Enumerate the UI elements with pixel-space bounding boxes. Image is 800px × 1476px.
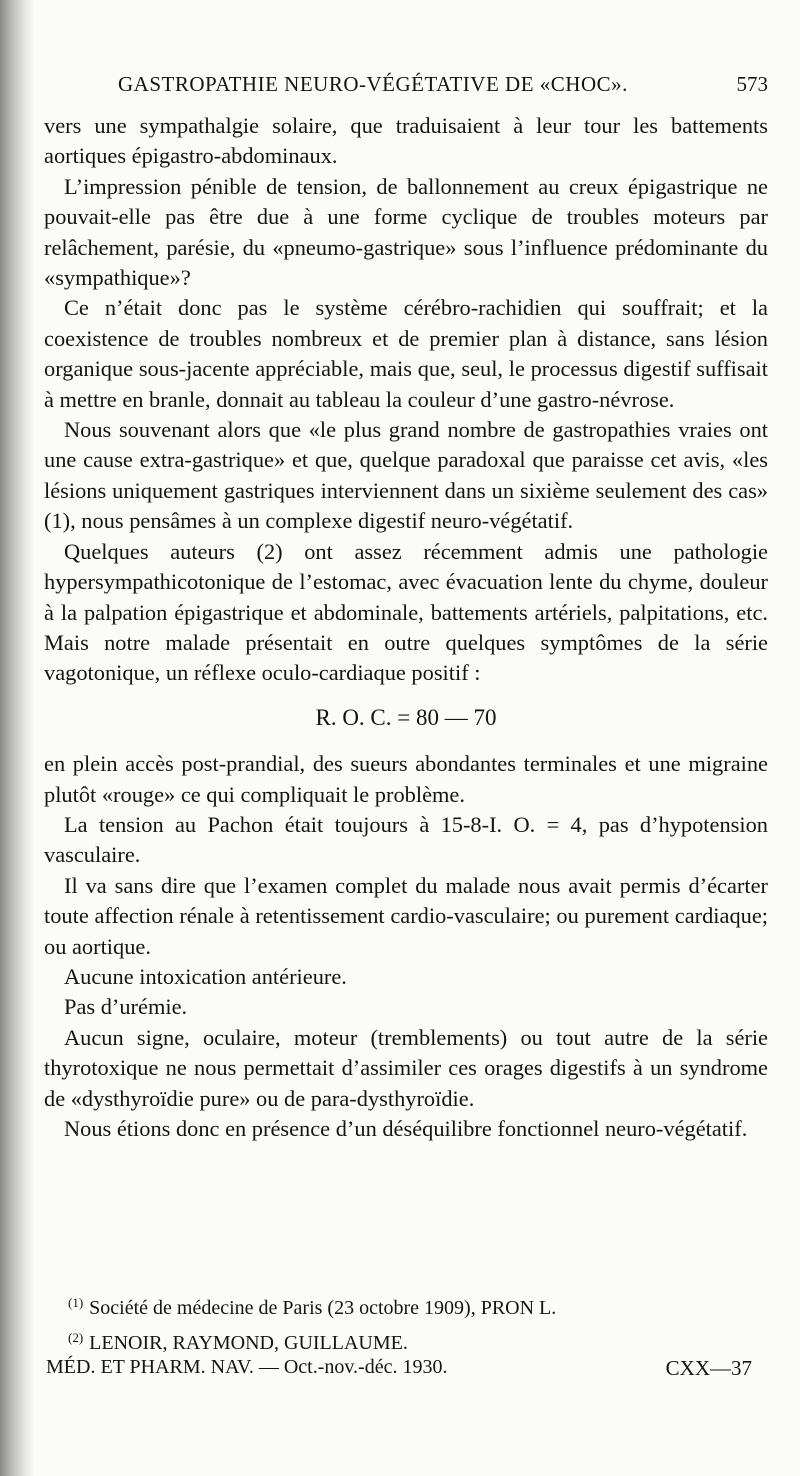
paragraph: Aucun signe, oculaire, moteur (tremblements) ou tout autre de la série thyrotoxique ne nous permettait d’assimiler ces orages digestifs à un syndrome de «dysthyroïdie pure» ou de para-dysthyroïdie. [44,1024,768,1111]
page-footer [46,1356,752,1386]
footnote [68,1323,768,1358]
footnote-text: Société de médecine de Paris (23 octobre 1909), PRON L. [89,1297,557,1319]
paragraph: Quelques auteurs (2) ont assez récemment admis une pathologie hypersympathicotonique de l’estomac, avec évacuation lente du chyme, douleur à la palpation épigastrique et abdominale, battements artériels, palpitations, etc. Mais notre malade présentait en outre quelques symptômes de la série vagotonique, un réflexe oculo-cardiaque positif : [44,538,768,686]
binding-shadow [0,0,34,1476]
paragraph: L’impression pénible de tension, de ballonnement au creux épigastrique ne pouvait-elle pas être due à une forme cyclique de troubles moteurs par relâchement, parésie, du «pneumo-gastrique» sous l’influence prédominante du «sympathique»? [44,173,768,291]
footnote-mark: (1) [68,1295,84,1310]
paragraph: Pas d’urémie. [64,994,188,1020]
footnote-text: LENOIR, RAYMOND, GUILLAUME. [89,1332,408,1354]
paragraph: Aucune intoxication antérieure. [64,963,347,989]
footnote [68,1288,768,1323]
paragraph: Nous souvenant alors que «le plus grand nombre de gastropathies vraies ont une cause extra-gastrique» et que, quelque paradoxal que paraisse cet avis, «les lésions uniquement gastriques interviennent dans un sixième seulement des cas» (1), nous pensâmes à un complexe digestif neuro-végétatif. [44,417,768,534]
paragraph: Il va sans dire que l’examen complet du malade nous avait permis d’écarter toute affection rénale à retentissement cardio-vasculaire; ou purement cardiaque; ou aortique. [44,872,768,959]
running-head: GASTROPATHIE NEURO-VÉGÉTATIVE DE «CHOC». [118,72,628,96]
footnote-mark: (2) [68,1330,84,1345]
paragraph: La tension au Pachon était toujours à 15-8-I. O. = 4, pas d’hypotension vasculaire. [44,811,768,868]
paragraph: Ce n’était donc pas le système cérébro-rachidien qui souffrait; et la coexistence de troubles nombreux et de premier plan à distance, sans lésion organique sous-jacente appréciable, mais que, seul, le processus digestif suffisait à mettre en branle, donnait au tableau la couleur d’une gastro-névrose. [44,295,768,412]
body-text [44,111,768,1144]
paragraph: Nous étions donc en présence d’un déséquilibre fonctionnel neuro-végétatif. [64,1116,748,1141]
signature-mark: CXX—37 [665,1356,752,1380]
formula-line: R. O. C. = 80 — 70 [315,704,497,730]
journal-reference: MÉD. ET PHARM. NAV. — Oct.-nov.-déc. 1930. [46,1356,448,1378]
page-header [118,72,768,102]
page-number: 573 [736,72,768,96]
footnotes [68,1288,768,1358]
paragraph: en plein accès post-prandial, des sueurs abondantes terminales et une migraine plutôt «rouge» ce qui compliquait le problème. [44,751,768,807]
paragraph-continuation: vers une sympathalgie solaire, que traduisaient à leur tour les battements aortiques épigastro-abdominaux. [44,113,768,169]
